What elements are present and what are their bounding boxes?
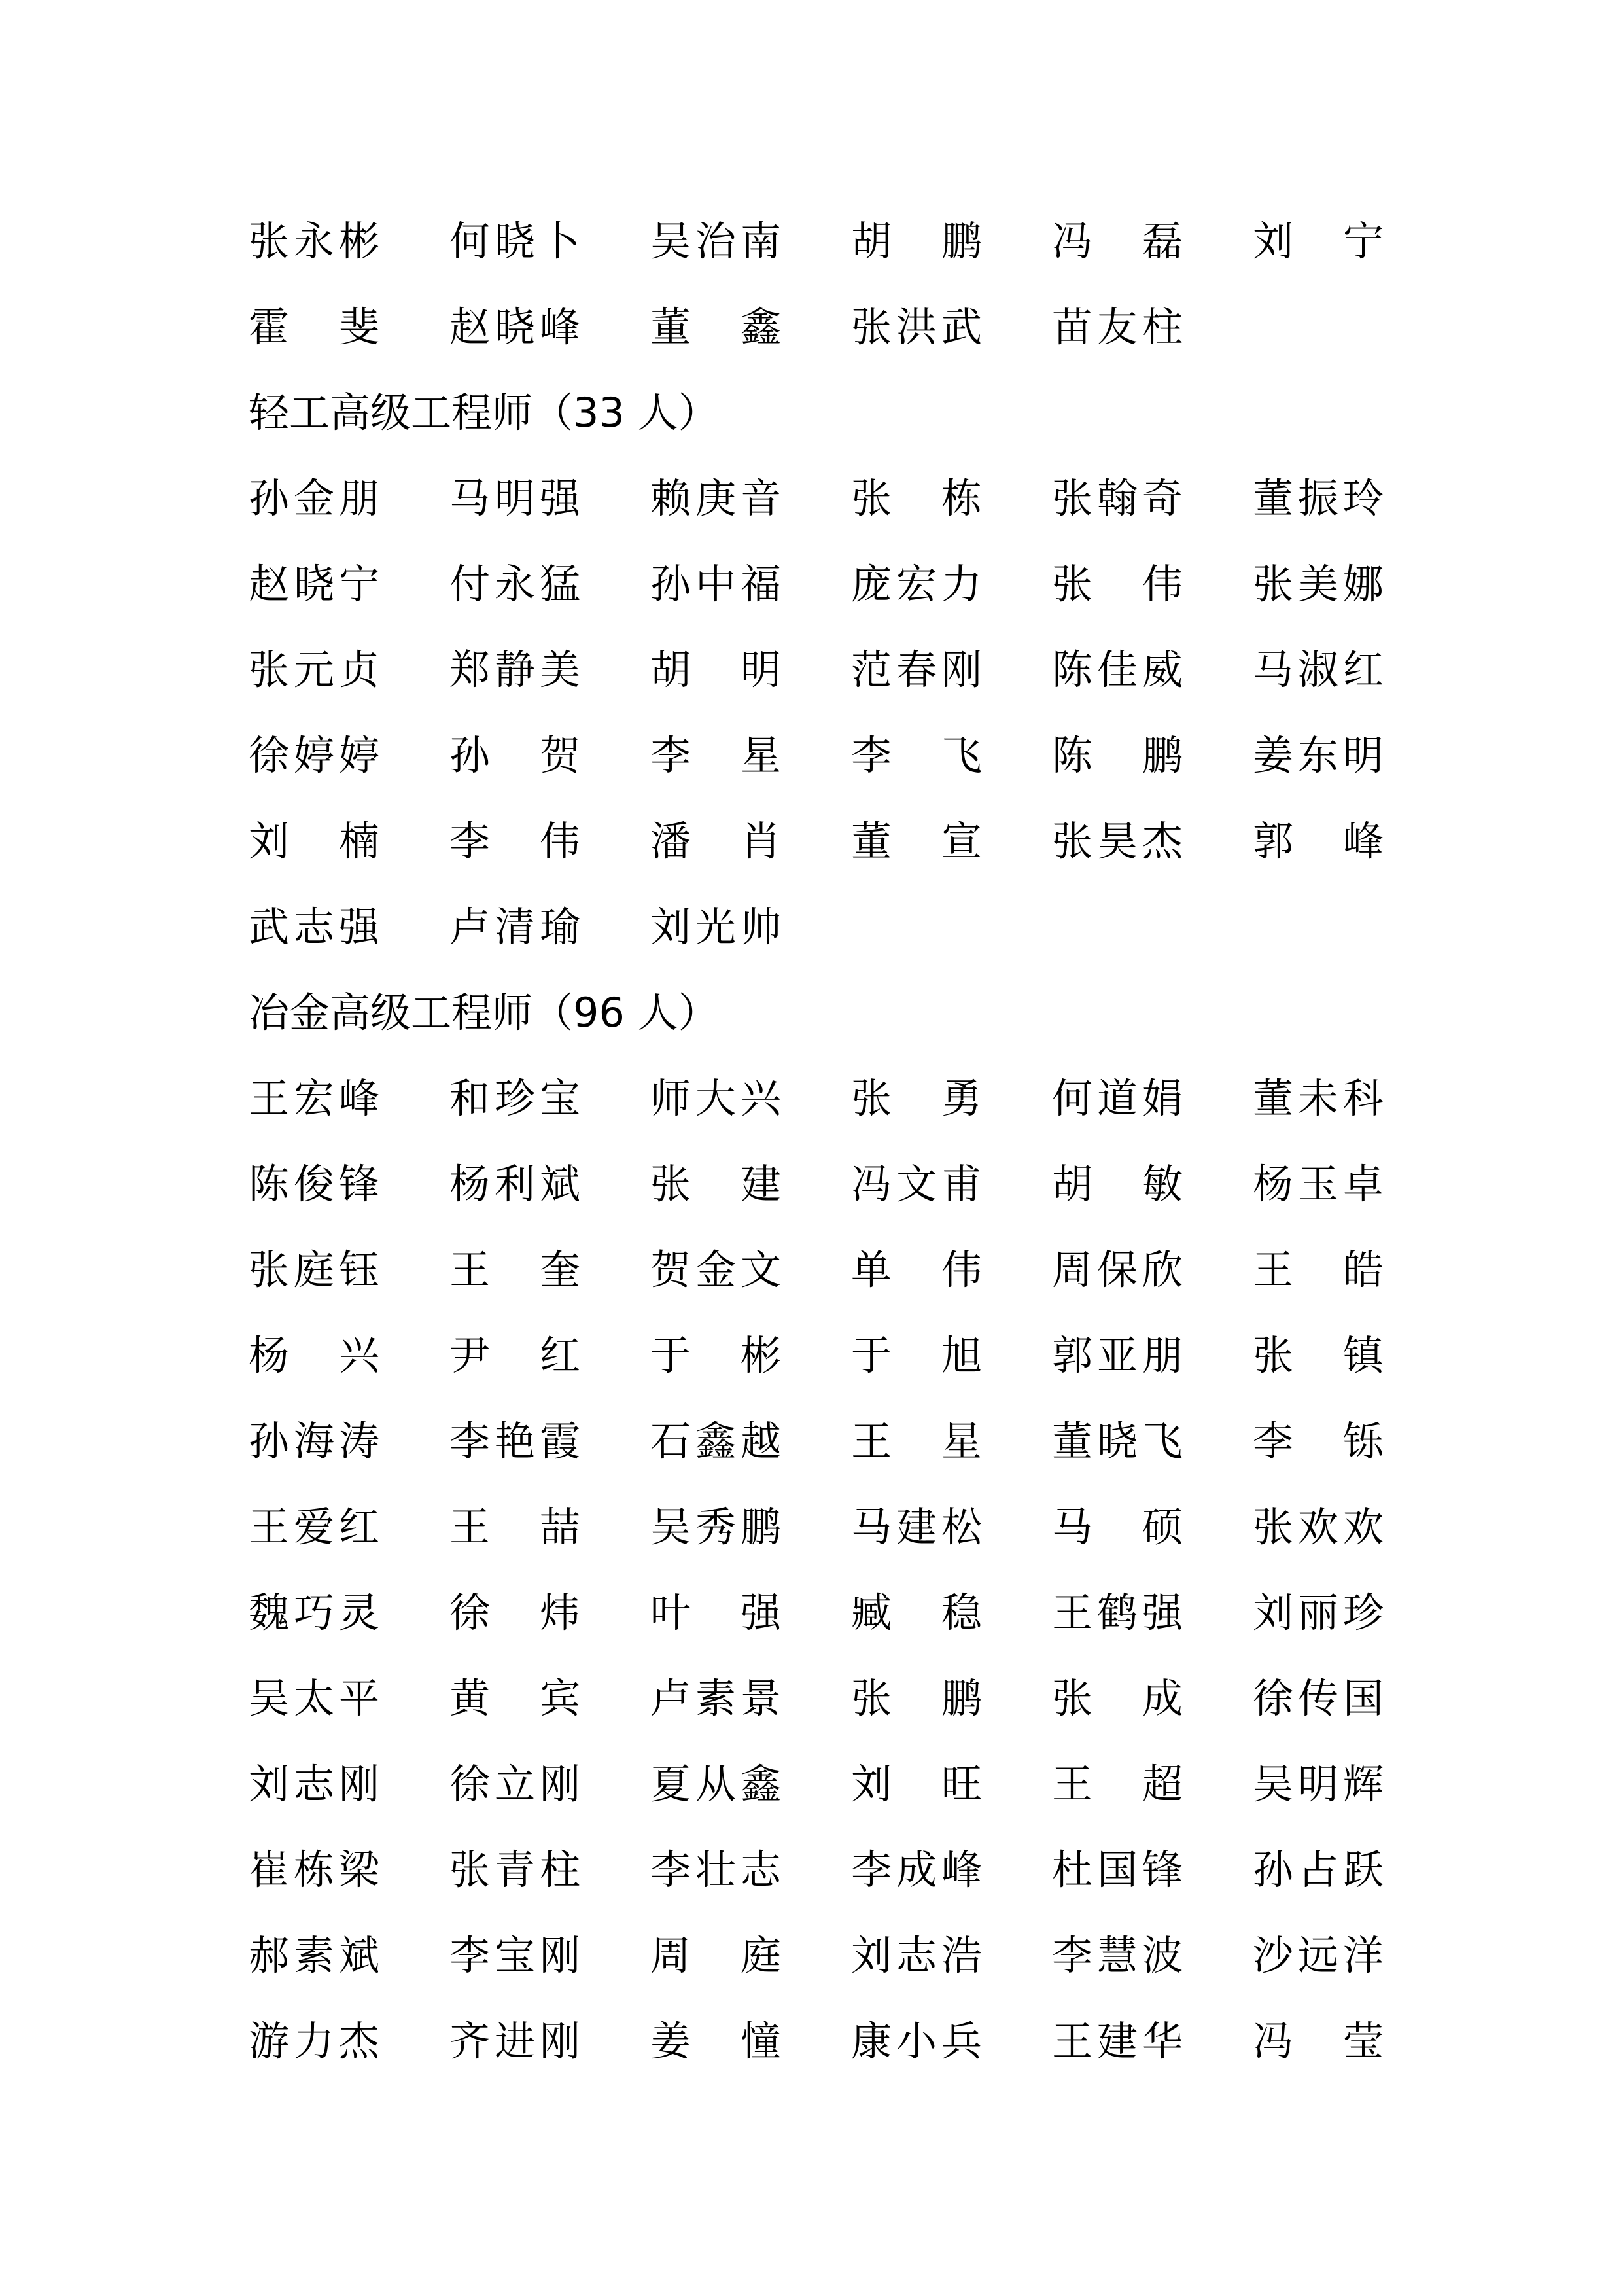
person-name: 张 栋 [851,474,982,522]
person-name: 康 小 兵 [851,2017,982,2065]
person-name: 夏 从 鑫 [650,1760,781,1808]
person-name: 张 建 [650,1160,781,1208]
person-name: 刘 志 浩 [851,1932,982,1979]
name-row [249,1484,1400,1570]
person-name: 董 未 科 [1253,1074,1384,1122]
person-name: 李 飞 [851,732,982,779]
name-row [249,798,1400,884]
name-row [249,713,1400,798]
person-name: 孙 海 涛 [249,1417,379,1465]
person-name: 和 珍 宝 [449,1074,580,1122]
person-name: 王 爱 红 [249,1503,379,1551]
person-name: 卢 素 景 [650,1674,781,1722]
name-row [249,198,1400,284]
name-row [249,627,1400,713]
person-name: 张 鹏 [851,1674,982,1722]
person-name: 陈 佳 威 [1052,646,1183,694]
person-name: 胡 鹏 [851,217,982,265]
person-name: 张 欢 欢 [1253,1503,1384,1551]
person-name: 徐 立 刚 [449,1760,580,1808]
person-name: 郝 素 斌 [249,1932,379,1979]
person-name: 张 伟 [1052,560,1183,608]
person-name: 赵 晓 宁 [249,560,379,608]
person-name: 齐 进 刚 [449,2017,580,2065]
person-name: 师 大 兴 [650,1074,781,1122]
person-name: 冯 文 甫 [851,1160,982,1208]
person-name: 张 翰 奇 [1052,474,1183,522]
person-name: 张 青 柱 [449,1846,580,1894]
person-name: 于 彬 [650,1332,781,1379]
person-name: 吴 治 南 [650,217,781,265]
person-name: 张 镇 [1253,1332,1384,1379]
person-name: 姜 东 明 [1253,732,1384,779]
person-name: 孙 贺 [449,732,580,779]
person-name: 李 宝 刚 [449,1932,580,1979]
person-name: 胡 敏 [1052,1160,1183,1208]
person-name: 范 春 刚 [851,646,982,694]
person-name: 张 勇 [851,1074,982,1122]
person-name: 刘 宁 [1253,217,1384,265]
person-name: 杨 兴 [249,1332,379,1379]
name-row [249,1570,1400,1655]
name-row [249,1998,1400,2084]
person-name: 董 振 玲 [1253,474,1384,522]
person-name: 石 鑫 越 [650,1417,781,1465]
person-name: 张 庭 钰 [249,1246,379,1294]
person-name: 马 淑 红 [1253,646,1384,694]
section-heading: 轻工高级工程师（33 人） [249,389,719,436]
person-name: 郭 亚 朋 [1052,1332,1183,1379]
person-name: 王 超 [1052,1760,1183,1808]
person-name: 李 慧 波 [1052,1932,1183,1979]
person-name: 马 建 松 [851,1503,982,1551]
person-name: 董 晓 飞 [1052,1417,1183,1465]
person-name: 周 庭 [650,1932,781,1979]
person-name: 杨 利 斌 [449,1160,580,1208]
person-name: 徐 传 国 [1253,1674,1384,1722]
person-name: 徐 婷 婷 [249,732,379,779]
person-name: 潘 肖 [650,817,781,865]
person-name: 张 元 贞 [249,646,379,694]
person-name: 陈 鹏 [1052,732,1183,779]
person-name: 王 皓 [1253,1246,1384,1294]
person-name: 王 宏 峰 [249,1074,379,1122]
person-name: 孙 中 福 [650,560,781,608]
person-name: 贺 金 文 [650,1246,781,1294]
name-row [249,541,1400,627]
name-row [249,455,1400,541]
name-row [249,1398,1400,1484]
person-name: 付 永 猛 [449,560,580,608]
person-name: 马 明 强 [449,474,580,522]
person-name: 胡 明 [650,646,781,694]
person-name: 赖 庚 音 [650,474,781,522]
name-row [249,1655,1400,1741]
person-name: 张 洪 武 [851,303,982,351]
person-name: 刘 丽 珍 [1253,1589,1384,1636]
person-name: 李 铄 [1253,1417,1384,1465]
person-name: 沙 远 洋 [1253,1932,1384,1979]
section-heading: 冶金高级工程师（96 人） [249,989,719,1036]
name-row [249,1141,1400,1227]
person-name: 李 成 峰 [851,1846,982,1894]
person-name: 董 鑫 [650,303,781,351]
person-name: 李 星 [650,732,781,779]
person-name: 刘 志 刚 [249,1760,379,1808]
name-row [249,1827,1400,1913]
person-name: 王 鹤 强 [1052,1589,1183,1636]
person-name: 刘 光 帅 [650,903,781,951]
person-name: 黄 宾 [449,1674,580,1722]
person-name: 霍 斐 [249,303,379,351]
name-row [249,1227,1400,1313]
person-name: 郭 峰 [1253,817,1384,865]
person-name: 魏 巧 灵 [249,1589,379,1636]
person-name: 李 艳 霞 [449,1417,580,1465]
person-name: 张 美 娜 [1253,560,1384,608]
person-name: 李 壮 志 [650,1846,781,1894]
person-name: 何 晓 卜 [449,217,580,265]
person-name: 游 力 杰 [249,2017,379,2065]
person-name: 尹 红 [449,1332,580,1379]
person-name: 王 建 华 [1052,2017,1183,2065]
person-name: 孙 金 朋 [249,474,379,522]
name-row [249,1913,1400,1998]
person-name: 臧 稳 [851,1589,982,1636]
person-name: 徐 炜 [449,1589,580,1636]
person-name: 吴 太 平 [249,1674,379,1722]
person-name: 杜 国 锋 [1052,1846,1183,1894]
person-name: 庞 宏 力 [851,560,982,608]
person-name: 单 伟 [851,1246,982,1294]
person-name: 冯 莹 [1253,2017,1384,2065]
person-name: 刘 旺 [851,1760,982,1808]
person-name: 李 伟 [449,817,580,865]
person-name: 冯 磊 [1052,217,1183,265]
person-name: 周 保 欣 [1052,1246,1183,1294]
name-row [249,284,1400,370]
person-name: 孙 占 跃 [1253,1846,1384,1894]
name-list [249,198,1400,2084]
name-row [249,1741,1400,1827]
person-name: 张 昊 杰 [1052,817,1183,865]
person-name: 何 道 娟 [1052,1074,1183,1122]
person-name: 郑 静 美 [449,646,580,694]
person-name: 苗 友 柱 [1052,303,1183,351]
person-name: 叶 强 [650,1589,781,1636]
name-row [249,884,1400,970]
person-name: 马 硕 [1052,1503,1183,1551]
person-name: 吴 秀 鹏 [650,1503,781,1551]
person-name: 吴 明 辉 [1253,1760,1384,1808]
person-name: 刘 楠 [249,817,379,865]
person-name: 王 喆 [449,1503,580,1551]
person-name: 卢 清 瑜 [449,903,580,951]
name-row [249,1055,1400,1141]
person-name: 崔 栋 梁 [249,1846,379,1894]
person-name: 赵 晓 峰 [449,303,580,351]
person-name: 陈 俊 锋 [249,1160,379,1208]
person-name: 于 旭 [851,1332,982,1379]
name-row [249,1313,1400,1398]
person-name: 张 永 彬 [249,217,379,265]
person-name: 姜 憧 [650,2017,781,2065]
person-name: 张 成 [1052,1674,1183,1722]
person-name: 杨 玉 卓 [1253,1160,1384,1208]
person-name: 董 宣 [851,817,982,865]
person-name: 武 志 强 [249,903,379,951]
person-name: 王 奎 [449,1246,580,1294]
person-name: 王 星 [851,1417,982,1465]
